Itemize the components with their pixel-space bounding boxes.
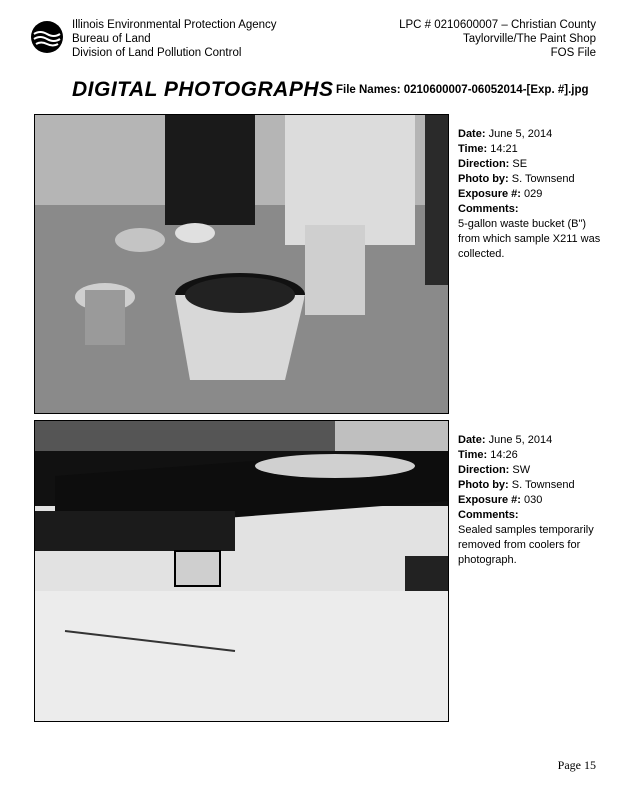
lpc-number: LPC # 0210600007 – Christian County — [399, 19, 596, 31]
exposure-label: Exposure #: — [458, 494, 521, 506]
date-label: Date: — [458, 128, 486, 140]
direction-label: Direction: — [458, 464, 510, 476]
date-row — [458, 433, 608, 448]
comments-label — [458, 508, 608, 523]
photo-1 — [34, 114, 449, 414]
photo-2-details — [458, 433, 608, 568]
photo-2 — [34, 420, 449, 722]
photo-by-value: S. Townsend — [511, 479, 575, 491]
division-name: Division of Land Pollution Control — [72, 47, 242, 59]
comments-label-text: Comments: — [458, 203, 519, 215]
iepa-logo — [30, 20, 64, 54]
agency-name: Illinois Environmental Protection Agency — [72, 19, 277, 31]
direction-value: SW — [512, 464, 531, 476]
date-row — [458, 127, 608, 142]
date-label: Date: — [458, 434, 486, 446]
date-value: June 5, 2014 — [488, 128, 553, 140]
file-type: FOS File — [550, 47, 596, 59]
page-title: DIGITAL PHOTOGRAPHS — [72, 78, 334, 101]
bureau-name: Bureau of Land — [72, 33, 151, 45]
photo-by-value: S. Townsend — [511, 173, 575, 185]
comments-label — [458, 202, 608, 217]
photo-by-row — [458, 172, 608, 187]
date-value: June 5, 2014 — [488, 434, 553, 446]
site-name: Taylorville/The Paint Shop — [463, 33, 596, 45]
time-row — [458, 142, 608, 157]
photo-by-label: Photo by: — [458, 479, 509, 491]
direction-value: SE — [512, 158, 528, 170]
direction-row — [458, 157, 608, 172]
page-number: Page 15 — [557, 758, 596, 772]
time-value: 14:26 — [490, 449, 518, 461]
time-value: 14:21 — [490, 143, 518, 155]
exposure-row — [458, 493, 608, 508]
exposure-value: 029 — [524, 188, 543, 200]
direction-label: Direction: — [458, 158, 510, 170]
time-label: Time: — [458, 449, 488, 461]
direction-row — [458, 463, 608, 478]
agency-block — [72, 18, 277, 60]
file-names: File Names: 0210600007-06052014-[Exp. #].jpg — [336, 84, 589, 96]
photo-1-details — [458, 127, 608, 262]
photo-by-label: Photo by: — [458, 173, 509, 185]
photo-by-row — [458, 478, 608, 493]
comments-label-text: Comments: — [458, 509, 519, 521]
time-label: Time: — [458, 143, 488, 155]
exposure-row — [458, 187, 608, 202]
time-row — [458, 448, 608, 463]
exposure-value: 030 — [524, 494, 543, 506]
comments-text: 5-gallon waste bucket (B") from which sample X211 was collected. — [458, 218, 601, 260]
exposure-label: Exposure #: — [458, 188, 521, 200]
comments-text: Sealed samples temporarily removed from coolers for photograph. — [458, 524, 594, 566]
lpc-block — [399, 18, 596, 60]
